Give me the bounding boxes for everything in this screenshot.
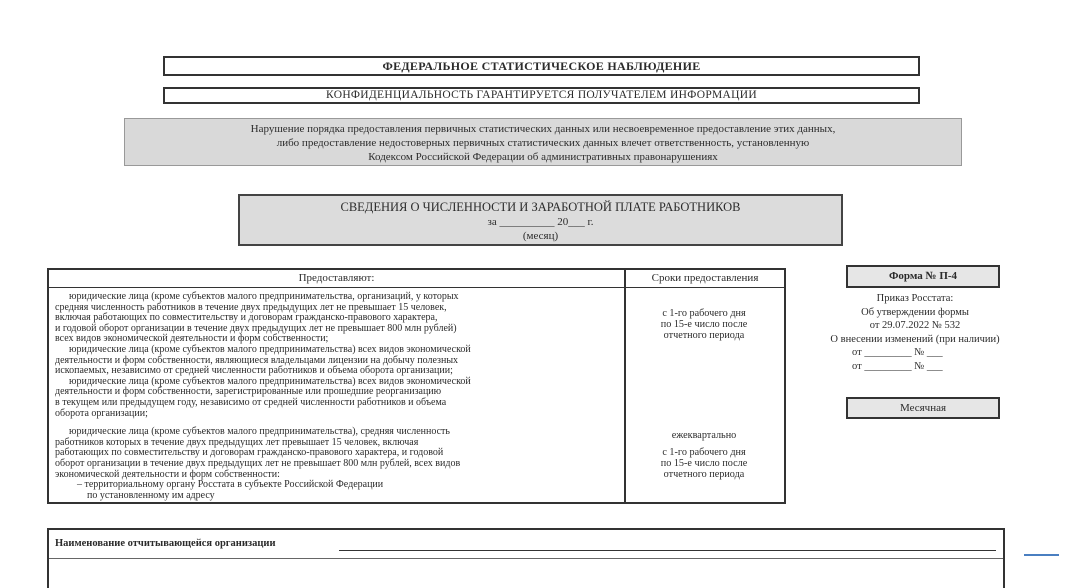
deadline-quarterly-title: ежеквартально [671, 430, 737, 441]
respondent-line: оборота организации; [55, 407, 148, 419]
deadline-line: отчетного периода [663, 469, 745, 480]
respondent-line: и годовой оборот организации в течение двух предыдущих лет не превышает 800 млн рублей) [55, 322, 457, 334]
table-header-deadlines: Сроки предоставления [626, 270, 784, 288]
respondent-line: юридические лица (кроме субъектов малого предпринимательства) всех видов экономической [69, 375, 471, 387]
deadline-line: с 1-го рабочего дня [662, 308, 746, 319]
respondent-line: юридические лица (кроме субъектов малого предпринимательства) всех видов экономической [69, 343, 471, 355]
deadline-line: по 15-е число после [660, 458, 748, 469]
section-divider [49, 558, 1003, 559]
respondents-group-quarterly [55, 427, 617, 501]
respondent-line: оборот организации в течение двух предыдущих лет не превышает 800 млн рублей, всех видов [55, 457, 461, 469]
deadline-quarterly [629, 430, 779, 480]
deadline-line: отчетного периода [663, 330, 745, 341]
respondent-line: всех видов экономической деятельности и форм собственности; [55, 333, 329, 345]
periodicity-box: Месячная [846, 397, 1000, 419]
report-period-note: (месяц) [522, 230, 559, 242]
respondent-line: – территориальному органу Росстата в субъекте Российской Федерации [77, 479, 384, 491]
organization-section [47, 528, 1005, 588]
respondent-line: деятельности и форм собственности, являющиеся владельцами лицензии на добычу полезных [55, 354, 459, 366]
table-divider [624, 270, 626, 502]
respondent-line: средняя численность работников в течение двух предыдущих лет не превышает 15 человек, [55, 301, 447, 313]
order-line: от 29.07.2022 № 532 [869, 320, 961, 331]
approval-order [800, 292, 1030, 373]
respondent-line: экономической деятельности и форм собственности: [55, 468, 280, 480]
organization-name-field[interactable] [339, 550, 996, 551]
report-title: СВЕДЕНИЯ О ЧИСЛЕННОСТИ И ЗАРАБОТНОЙ ПЛАТЕ РАБОТНИКОВ [340, 200, 741, 214]
warning-line: Нарушение порядка предоставления первичных статистических данных или несвоевременное предоставление этих данных, [250, 123, 836, 135]
respondent-line: включая работающих по совместительству и договорам гражданско-правового характера, [55, 312, 438, 324]
scroll-indicator [1024, 554, 1059, 556]
order-line: Об утверждении формы [861, 306, 969, 318]
respondent-line: в текущем или предыдущем году, независимо от средней численности работников и объема [55, 396, 447, 408]
report-title-box [238, 194, 843, 246]
warning-line: Кодексом Российской Федерации об административных правонарушениях [368, 151, 718, 163]
deadline-line: с 1-го рабочего дня [662, 447, 746, 458]
respondent-line: работающих по совместительству и договорам гражданско-правового характера, и годовой [55, 447, 444, 459]
changes-line: О внесении изменений (при наличии) [830, 333, 1000, 345]
form-number-box: Форма № П-4 [846, 265, 1000, 288]
respondents-list [55, 292, 617, 501]
respondent-line: юридические лица (кроме субъектов малого предпринимательства), средняя численность [69, 426, 450, 438]
table-header-respondents: Предоставляют: [49, 270, 624, 288]
respondent-line: ископаемых, независимо от средней численности работников и объема оборота организации; [55, 365, 453, 377]
organization-name-label: Наименование отчитывающейся организации [55, 538, 276, 549]
respondent-line: деятельности и форм собственности, зарегистрированные или прошедшие реорганизацию [55, 386, 442, 398]
respondent-line: юридические лица (кроме субъектов малого предпринимательства, организаций, у которых [69, 291, 459, 302]
confidentiality-banner: КОНФИДЕНЦИАЛЬНОСТЬ ГАРАНТИРУЕТСЯ ПОЛУЧАТЕЛЕМ ИНФОРМАЦИИ [163, 87, 920, 104]
respondent-line: работников которых в течение двух предыдущих лет превышает 15 человек, включая [55, 436, 419, 448]
deadline-monthly [629, 308, 779, 341]
changes-row[interactable]: от _________ № ___ [852, 347, 943, 358]
federal-observation-banner: ФЕДЕРАЛЬНОЕ СТАТИСТИЧЕСКОЕ НАБЛЮДЕНИЕ [163, 56, 920, 76]
warning-line: либо предоставление недостоверных первичных статистических данных влечет ответственность, установленную [276, 137, 810, 149]
respondent-line: по установленному им адресу [87, 489, 215, 501]
deadline-line: по 15-е число после [660, 319, 748, 330]
respondents-group-monthly [55, 292, 617, 419]
respondents-table [47, 268, 786, 504]
order-line: Приказ Росстата: [876, 293, 954, 304]
changes-row[interactable]: от _________ № ___ [852, 360, 943, 372]
liability-warning [124, 118, 962, 166]
report-period[interactable]: за __________ 20___ г. [487, 216, 594, 228]
